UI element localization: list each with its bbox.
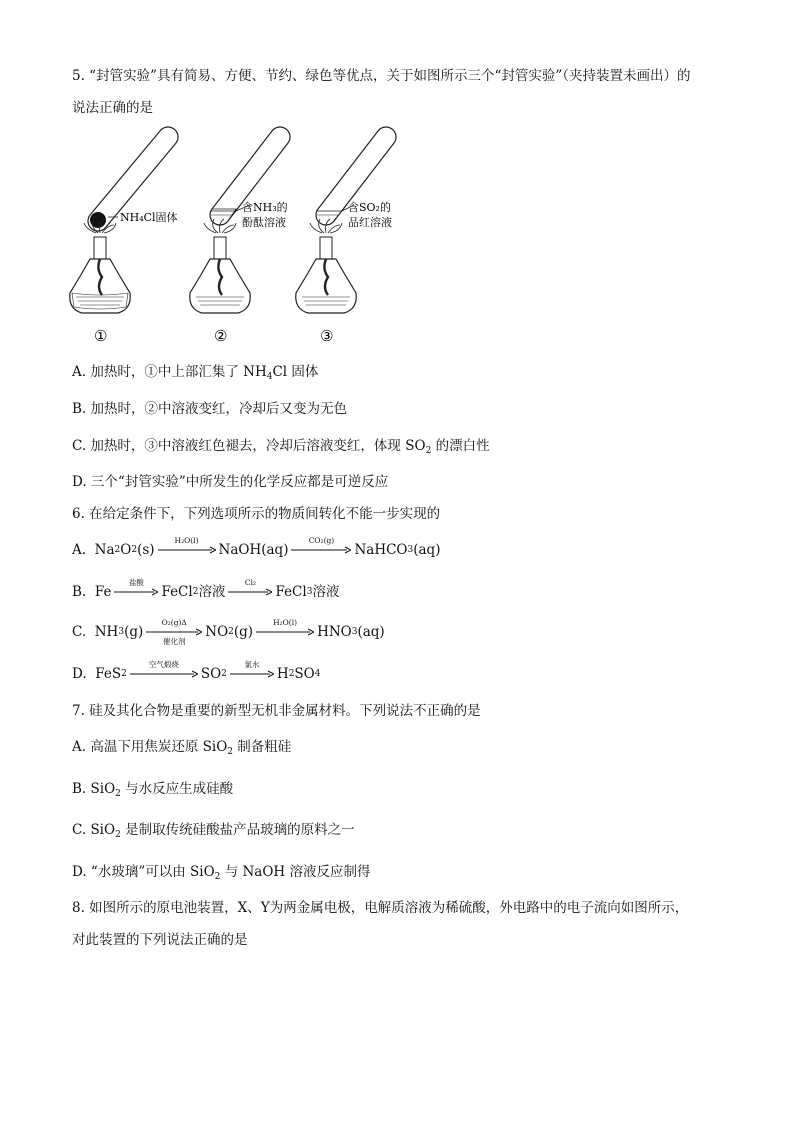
figure-number-3: ③ bbox=[320, 327, 334, 345]
reaction-arrow: O₂(g)Δ 催化剂 bbox=[146, 628, 202, 636]
q7-option-c: C. SiO$_2$ 是制取传统硅酸盐产品玻璃的原料之一 bbox=[72, 822, 355, 840]
lamp-3 bbox=[296, 219, 357, 313]
reaction-arrow: H₂O(l) bbox=[256, 628, 314, 636]
figure-number-1: ① bbox=[94, 327, 108, 345]
reaction-arrow: 空气煅烧 bbox=[130, 670, 198, 678]
tube2-label-line2: 酚酞溶液 bbox=[242, 216, 286, 229]
tube2-label-line1: 含NH₃的 bbox=[242, 201, 288, 214]
q5-option-c: C. 加热时，③中溶液红色褪去，冷却后溶液变红，体现 $SO_2$ 的漂白性 bbox=[72, 438, 490, 456]
q7-option-a: A. 高温下用焦炭还原 SiO$_2$ 制备粗硅 bbox=[72, 739, 292, 757]
q6-option-d: D. FeS 2 空气煅烧 SO 2 氯水 H 2 SO 4 bbox=[72, 660, 321, 682]
lamp-1 bbox=[70, 219, 131, 313]
figure-number-2: ② bbox=[214, 327, 228, 345]
q6-stem: 6. 在给定条件下，下列选项所示的物质间转化不能一步实现的 bbox=[72, 506, 441, 522]
q7-option-b: B. SiO$_2$ 与水反应生成硅酸 bbox=[72, 781, 234, 799]
reaction-arrow: H₂O(l) bbox=[158, 546, 216, 554]
q7-option-d: D. “水玻璃”可以由 SiO$_2$ 与 NaOH 溶液反应制得 bbox=[72, 864, 371, 882]
tube3-label-line2: 品红溶液 bbox=[348, 216, 392, 229]
q5-option-d: D. 三个“封管实验”中所发生的化学反应都是可逆反应 bbox=[72, 474, 389, 490]
q5-stem-line1: 5. “封管实验”具有简易、方便、节约、绿色等优点，关于如图所示三个“封管实验”（夹持装置未画出）的 bbox=[72, 68, 691, 84]
tube3-label-line1: 含SO₂的 bbox=[348, 201, 391, 214]
q7-stem: 7. 硅及其化合物是重要的新型无机非金属材料。下列说法不正确的是 bbox=[72, 703, 481, 719]
q5-stem-line2: 说法正确的是 bbox=[72, 100, 153, 116]
q6-option-c: C. NH 3 (g) O₂(g)Δ 催化剂 NO 2 (g) H₂O(l) HNO 3 (aq) bbox=[72, 618, 385, 646]
tube1-label: NH₄Cl固体 bbox=[120, 211, 178, 224]
reaction-arrow: 氯水 bbox=[230, 670, 274, 678]
reaction-arrow: 盐酸 bbox=[114, 588, 158, 596]
q5-option-a: A. 加热时，①中上部汇集了 $NH_4Cl$ 固体 bbox=[72, 364, 319, 382]
reaction-arrow: CO₂(g) bbox=[291, 546, 351, 554]
q8-stem-line2: 对此装置的下列说法正确的是 bbox=[72, 932, 248, 948]
lamp-2 bbox=[190, 219, 251, 313]
q5-option-b: B. 加热时，②中溶液变红，冷却后又变为无色 bbox=[72, 401, 348, 417]
q8-stem-line1: 8. 如图所示的原电池装置，X、Y为两金属电极，电解质溶液为稀硫酸，外电路中的电子流向如图所示， bbox=[72, 900, 689, 916]
q6-option-a: A. Na 2 O 2 (s) H₂O(l) NaOH(aq) CO₂(g) NaHCO 3 (aq) bbox=[72, 536, 441, 558]
q6-option-b: B. Fe 盐酸 FeCl 2 溶液 Cl₂ FeCl 3 溶液 bbox=[72, 578, 340, 600]
reaction-arrow: Cl₂ bbox=[228, 588, 272, 596]
q5-figure bbox=[60, 125, 480, 350]
